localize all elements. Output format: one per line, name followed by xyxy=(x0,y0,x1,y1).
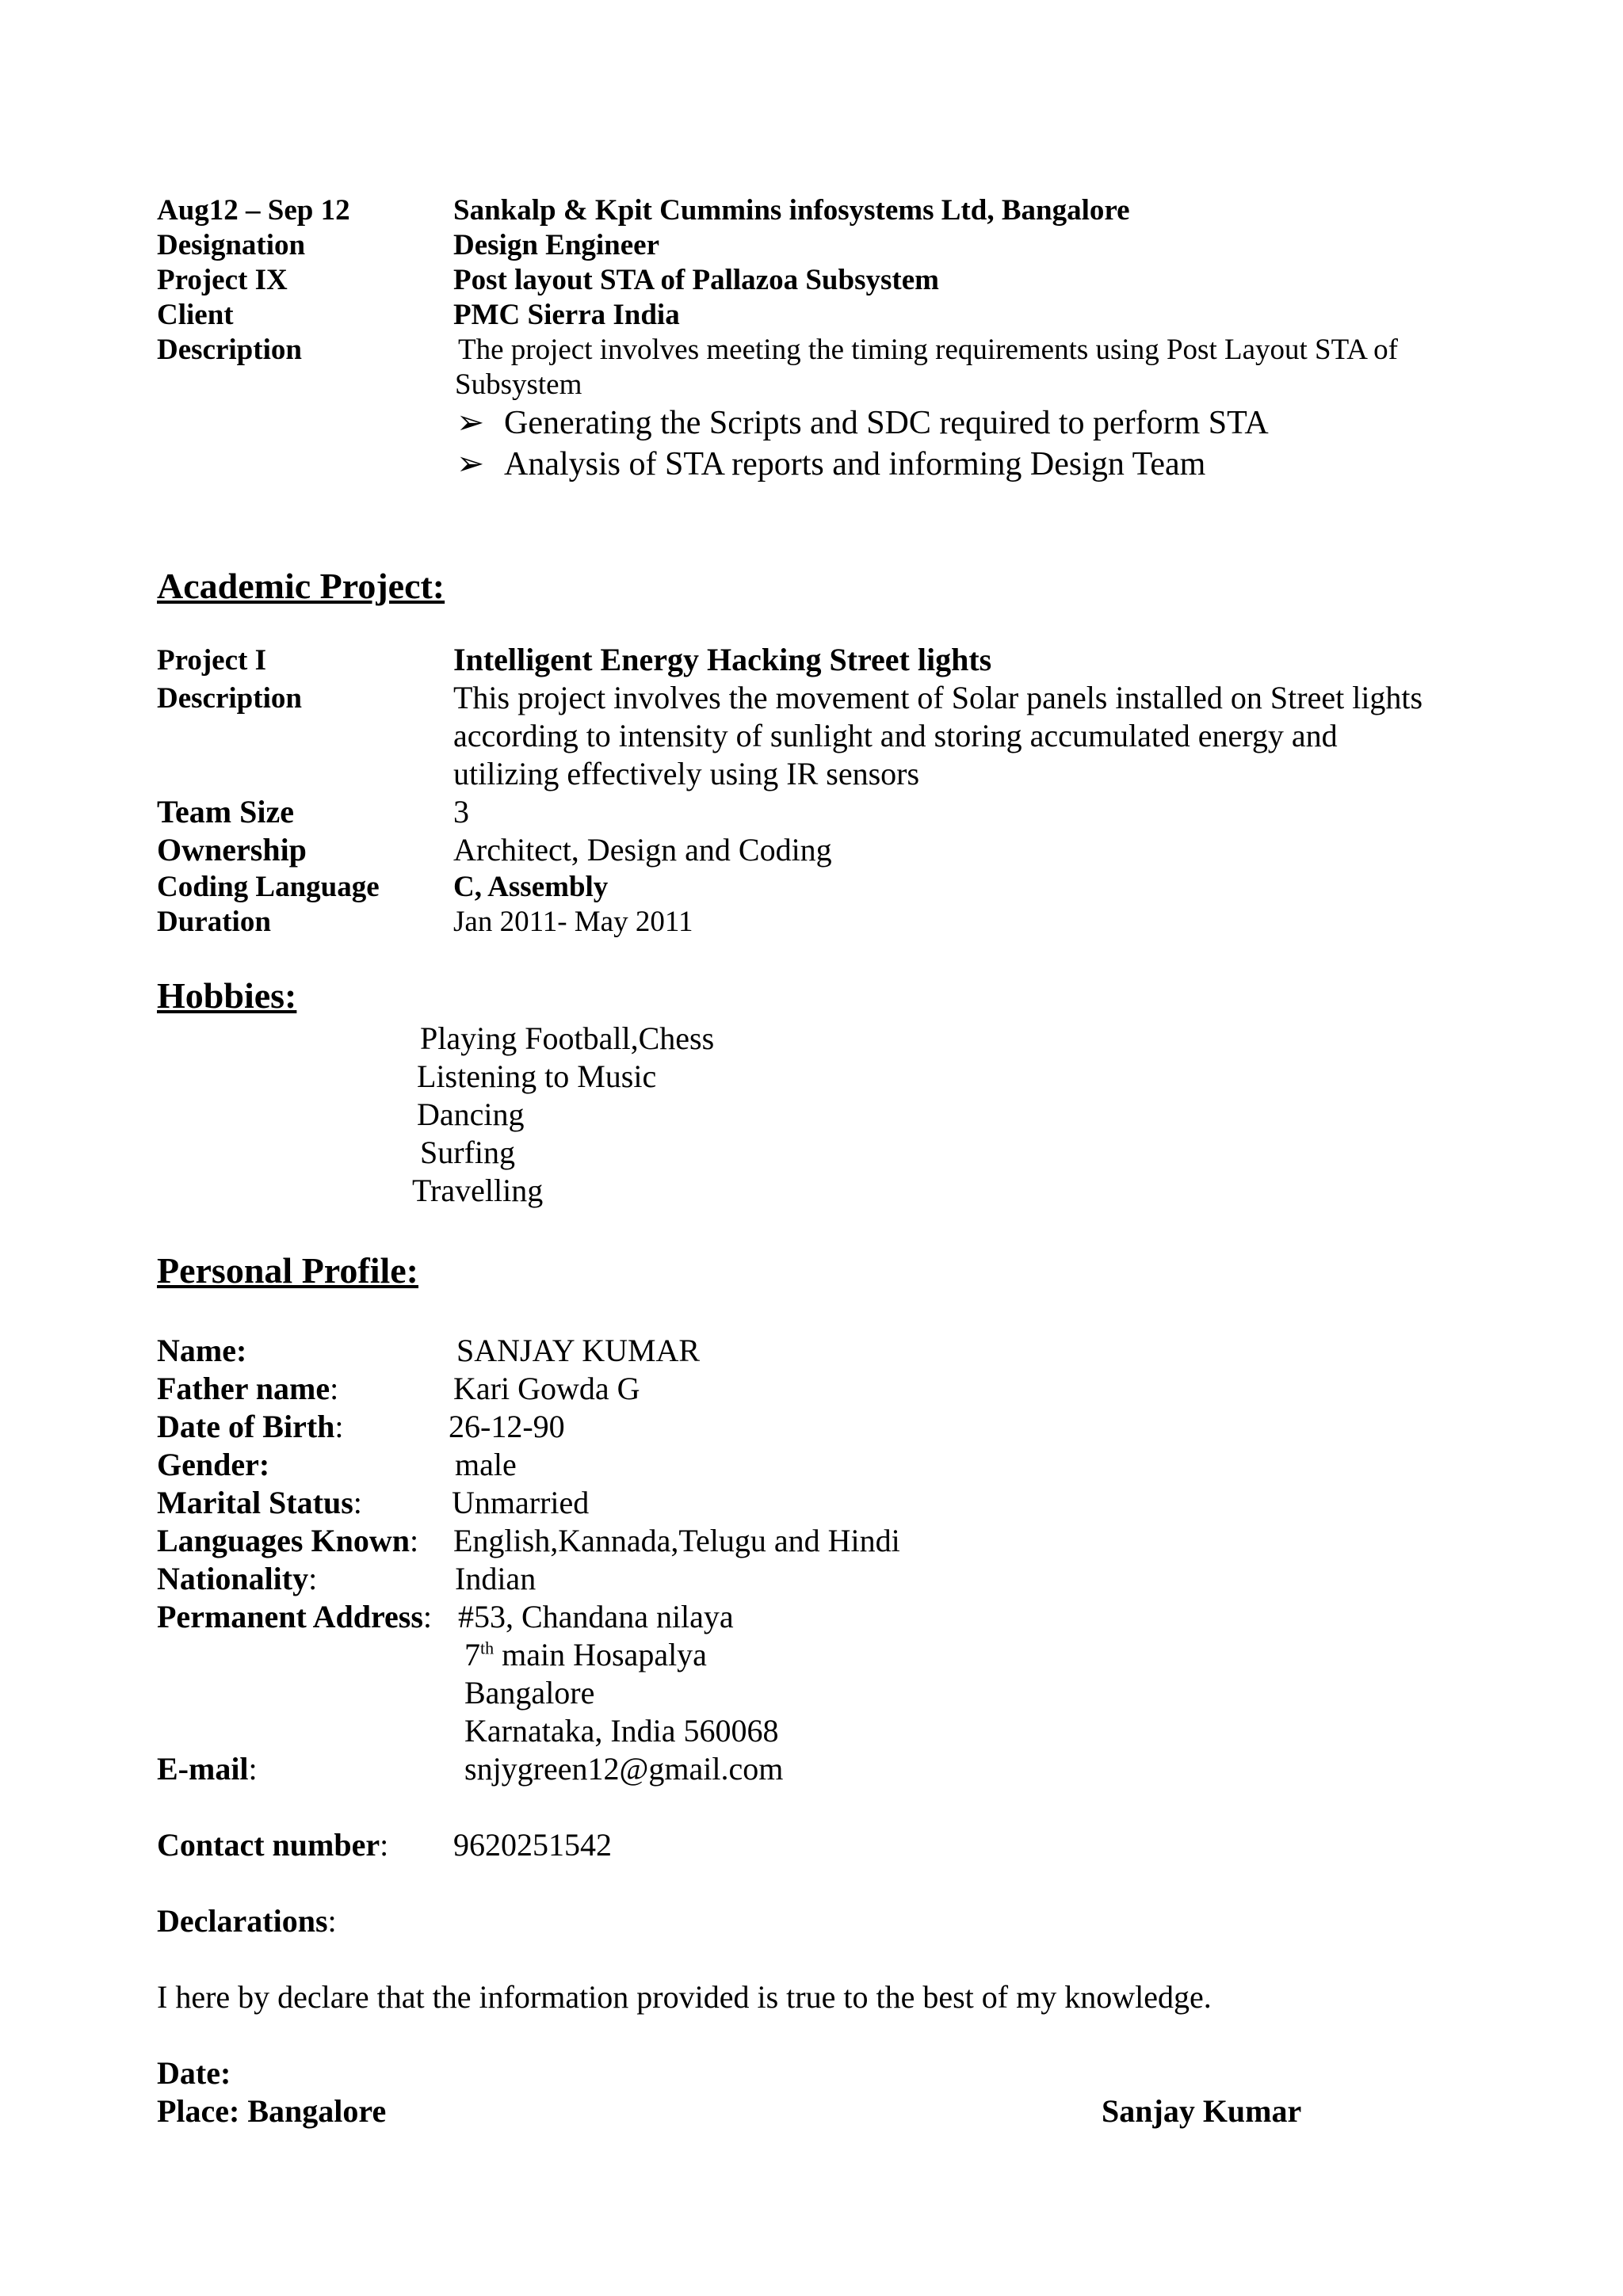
contact-label: Contact number: xyxy=(157,1827,389,1863)
gender-value: male xyxy=(455,1447,517,1482)
personal-heading: Personal Profile: xyxy=(157,1250,418,1291)
arrow-bullet-icon: ➢ xyxy=(456,405,485,441)
hobby-item: Listening to Music xyxy=(417,1058,657,1094)
father-value: Kari Gowda G xyxy=(453,1371,640,1406)
ownership-value: Architect, Design and Coding xyxy=(453,832,832,868)
address-line: 7th main Hosapalya xyxy=(464,1637,707,1672)
academic-project-label: Project I xyxy=(157,644,266,677)
hobby-item: Surfing xyxy=(420,1135,515,1170)
declarations-label: Declarations: xyxy=(157,1903,337,1939)
client-value: PMC Sierra India xyxy=(453,299,680,331)
date-label: Date: xyxy=(157,2055,231,2091)
academic-description-line: utilizing effectively using IR sensors xyxy=(453,756,920,791)
work-bullet-item: ➢ Analysis of STA reports and informing Design Team xyxy=(456,446,1206,482)
nationality-label: Nationality: xyxy=(157,1561,318,1596)
email-value[interactable]: snjygreen12@gmail.com xyxy=(464,1751,784,1787)
contact-value: 9620251542 xyxy=(453,1827,612,1863)
academic-project-value: Intelligent Energy Hacking Street lights xyxy=(453,642,992,677)
marital-label: Marital Status: xyxy=(157,1485,362,1520)
work-bullet-item: ➢ Generating the Scripts and SDC required to perform STA xyxy=(456,405,1269,441)
email-label: E-mail: xyxy=(157,1751,258,1787)
address-line: Karnataka, India 560068 xyxy=(464,1713,779,1749)
academic-heading: Academic Project: xyxy=(157,566,445,606)
work-period: Aug12 – Sep 12 xyxy=(157,194,350,227)
ownership-label: Ownership xyxy=(157,832,307,868)
father-label: Father name: xyxy=(157,1371,339,1406)
declaration-text: I here by declare that the information provided is true to the best of my knowledge. xyxy=(157,1979,1212,2015)
dob-label: Date of Birth: xyxy=(157,1409,344,1444)
duration-value: Jan 2011- May 2011 xyxy=(453,906,693,938)
signature-name: Sanjay Kumar xyxy=(1102,2093,1302,2129)
name-value: SANJAY KUMAR xyxy=(456,1333,701,1368)
hobby-item: Travelling xyxy=(412,1173,544,1208)
coding-language-label: Coding Language xyxy=(157,871,380,903)
dob-value: 26-12-90 xyxy=(449,1409,565,1444)
academic-description-line: according to intensity of sunlight and storing accumulated energy and xyxy=(453,718,1338,753)
work-company: Sankalp & Kpit Cummins infosystems Ltd, Bangalore xyxy=(453,194,1130,227)
work-description-line: Subsystem xyxy=(455,368,582,401)
work-description-label: Description xyxy=(157,334,302,366)
address-line: #53, Chandana nilaya xyxy=(458,1599,734,1634)
address-label: Permanent Address: xyxy=(157,1599,433,1634)
designation-label: Designation xyxy=(157,229,306,261)
arrow-bullet-icon: ➢ xyxy=(456,446,485,482)
hobby-item: Dancing xyxy=(417,1097,525,1132)
duration-label: Duration xyxy=(157,906,271,938)
work-description-line: The project involves meeting the timing requirements using Post Layout STA of xyxy=(458,334,1398,366)
client-label: Client xyxy=(157,299,234,331)
project-ix-value: Post layout STA of Pallazoa Subsystem xyxy=(453,264,939,296)
designation-value: Design Engineer xyxy=(453,229,660,261)
hobby-item: Playing Football,Chess xyxy=(420,1020,715,1056)
team-size-value: 3 xyxy=(453,794,469,830)
languages-label: Languages Known: xyxy=(157,1523,419,1558)
languages-value: English,Kannada,Telugu and Hindi xyxy=(453,1523,900,1558)
marital-value: Unmarried xyxy=(452,1485,590,1520)
academic-description-line: This project involves the movement of Solar panels installed on Street lights xyxy=(453,680,1423,715)
address-line: Bangalore xyxy=(464,1675,595,1711)
coding-language-value: C, Assembly xyxy=(453,871,609,903)
name-label: Name: xyxy=(157,1333,247,1368)
hobbies-heading: Hobbies: xyxy=(157,975,297,1016)
nationality-value: Indian xyxy=(455,1561,537,1596)
team-size-label: Team Size xyxy=(157,794,294,830)
place-label: Place: Bangalore xyxy=(157,2093,387,2129)
gender-label: Gender: xyxy=(157,1447,270,1482)
academic-description-label: Description xyxy=(157,682,302,715)
project-ix-label: Project IX xyxy=(157,264,288,296)
